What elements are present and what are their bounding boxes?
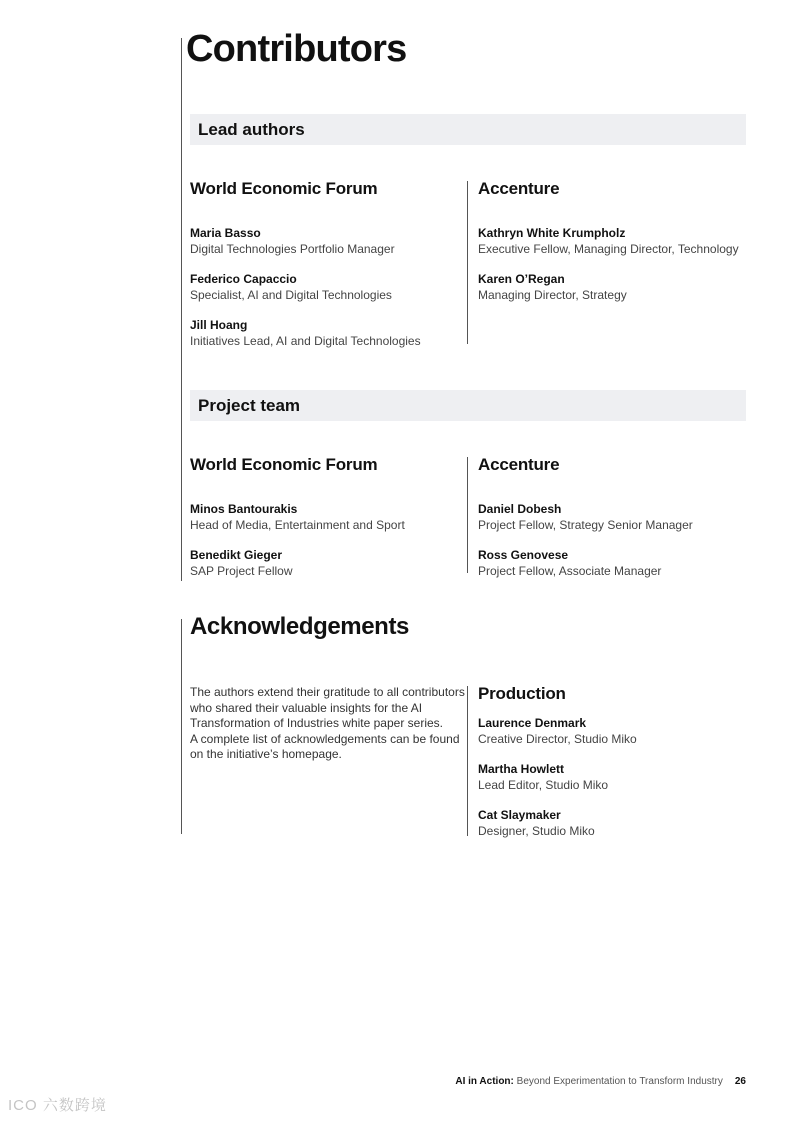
acknowledgements-text (190, 685, 465, 763)
page-number: 26 (734, 1076, 746, 1087)
acknowledgements-paragraph-2: A complete list of acknowledgements can be found on the initiative’s homepage. (190, 731, 460, 761)
person-name: Kathryn White Krumpholz (478, 226, 626, 240)
person-role: Project Fellow, Associate Manager (478, 564, 662, 578)
person-jill-hoang (190, 318, 470, 349)
section-title-project-team: Project team (198, 396, 301, 415)
person-name: Ross Genovese (478, 548, 569, 562)
person-name: Benedikt Gieger (190, 548, 283, 562)
production-heading: Production (478, 684, 566, 703)
person-role: Managing Director, Strategy (478, 288, 627, 302)
column-rule-production (467, 686, 468, 836)
person-cat-slaymaker (478, 808, 758, 839)
person-role: Specialist, AI and Digital Technologies (190, 288, 392, 302)
left-rule-top (181, 38, 182, 581)
person-ross-genovese (478, 548, 758, 579)
person-benedikt-gieger (190, 548, 470, 579)
person-name: Karen O’Regan (478, 272, 565, 286)
person-role: SAP Project Fellow (190, 564, 293, 578)
person-name: Martha Howlett (478, 762, 565, 776)
person-maria-basso (190, 226, 470, 257)
org-heading-accenture-project: Accenture (478, 455, 560, 474)
org-heading-wef-project: World Economic Forum (190, 455, 378, 474)
person-name: Daniel Dobesh (478, 502, 562, 516)
person-role: Executive Fellow, Managing Director, Technology (478, 242, 739, 256)
footer-title-bold: AI in Action: (455, 1076, 514, 1087)
person-role: Digital Technologies Portfolio Manager (190, 242, 395, 256)
person-role: Creative Director, Studio Miko (478, 732, 637, 746)
person-karen-oregan (478, 272, 758, 303)
person-name: Minos Bantourakis (190, 502, 298, 516)
org-heading-wef-lead: World Economic Forum (190, 179, 378, 198)
person-name: Jill Hoang (190, 318, 248, 332)
section-title-lead-authors: Lead authors (198, 120, 305, 139)
footer-title-rest: Beyond Experimentation to Transform Industry (513, 1076, 723, 1087)
person-name: Maria Basso (190, 226, 261, 240)
person-role: Head of Media, Entertainment and Sport (190, 518, 405, 532)
person-role: Initiatives Lead, AI and Digital Technologies (190, 334, 421, 348)
org-heading-accenture-lead: Accenture (478, 179, 560, 198)
left-rule-bottom (181, 619, 182, 834)
person-name: Laurence Denmark (478, 716, 587, 730)
acknowledgements-title: Acknowledgements (190, 613, 409, 640)
person-name: Cat Slaymaker (478, 808, 561, 822)
person-name: Federico Capaccio (190, 272, 297, 286)
acknowledgements-paragraph-1: The authors extend their gratitude to all contributors who shared their valuable insights for the AI Transformation of Industries white paper series. (190, 685, 465, 730)
person-role: Lead Editor, Studio Miko (478, 778, 609, 792)
person-martha-howlett (478, 762, 758, 793)
person-role: Designer, Studio Miko (478, 824, 595, 838)
page-footer (455, 1076, 746, 1087)
page-title: Contributors (186, 28, 407, 70)
section-bar-lead-authors (190, 114, 746, 145)
person-federico-capaccio (190, 272, 470, 303)
person-kathryn-white-krumpholz (478, 226, 758, 257)
person-laurence-denmark (478, 716, 758, 747)
watermark-logo: ICO 六数跨境 (8, 1097, 107, 1114)
person-daniel-dobesh (478, 502, 758, 533)
person-minos-bantourakis (190, 502, 470, 533)
section-bar-project-team (190, 390, 746, 421)
person-role: Project Fellow, Strategy Senior Manager (478, 518, 693, 532)
